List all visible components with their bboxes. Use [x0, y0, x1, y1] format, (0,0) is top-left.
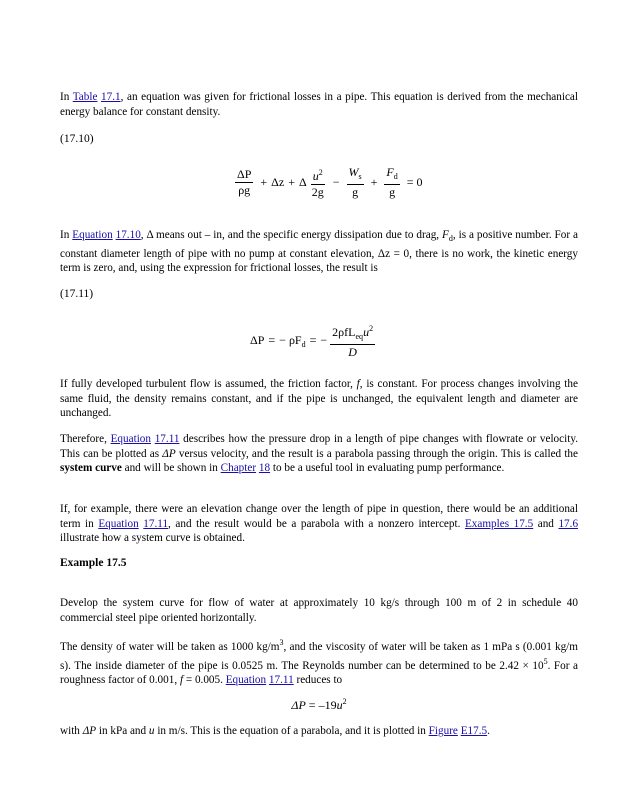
denominator: g [352, 185, 359, 199]
text: to be a useful tool in evaluating pump performance. [270, 462, 505, 475]
text: describes how the pressure drop in a length of pipe changes with flowrate or velocity. This can be plotted as [60, 433, 578, 460]
var-w: W [348, 165, 359, 179]
link-equation-17-10[interactable]: 17.10 [115, 229, 141, 241]
text: , is constant. For process changes involving the same fluid, the density remains constant, and if the pipe is unchanged, the equivalent length and diameter are unchanged. [60, 378, 578, 420]
text: and will be shown in [121, 462, 221, 475]
superscript: 2 [369, 324, 374, 333]
equation-17-11 [250, 322, 378, 359]
denominator: ρg [238, 183, 251, 197]
term-dp: ΔP [250, 333, 265, 347]
link-equation-17-11[interactable]: 17.11 [268, 674, 294, 687]
subscript: eq [355, 332, 364, 341]
term-dz: Δz [271, 175, 285, 189]
equation-17-10 [232, 166, 427, 199]
var-f: f [179, 674, 184, 687]
text: in kPa and [96, 725, 149, 737]
denominator: 2g [311, 185, 324, 199]
text: in m/s. This is the equation of a parabola, and it is plotted in [154, 725, 429, 737]
link-figure[interactable]: Figure [428, 725, 458, 737]
text: versus velocity, and the result is a parabola passing through the origin. This is called the [175, 447, 578, 460]
var-u: u [336, 698, 343, 712]
denominator [346, 345, 359, 359]
text: 2ρfL [332, 325, 356, 339]
term-system-curve: system curve [60, 462, 122, 475]
link-example-17-6[interactable]: 17.6 [558, 517, 579, 530]
var-dp: ΔP [162, 447, 176, 460]
operator: = [309, 333, 317, 347]
text: , is a positive number. For a constant diameter length of pipe with no pump at constant elevation, Δz = 0, there is no work, the kinetic energy term is zero, and, using the expression for frictional losses, the result is [60, 229, 578, 275]
delta-symbol: Δ [299, 175, 307, 189]
link-equation-17-11[interactable]: 17.11 [143, 517, 169, 530]
link-table[interactable]: Table [72, 91, 98, 103]
fraction-u2-2g [310, 166, 326, 199]
var-f: f [356, 378, 360, 390]
term-rho-fd [279, 333, 305, 349]
text: In [60, 229, 73, 241]
text: , Δ means out – in, and the specific energy dissipation due to drag, [140, 229, 443, 241]
var-f: F [386, 165, 394, 179]
turbulent-flow-paragraph [60, 377, 578, 421]
link-table-17-1[interactable]: 17.1 [101, 91, 121, 103]
superscript: 5 [543, 656, 548, 666]
text: and [533, 517, 559, 530]
text: illustrate how a system curve is obtained. [60, 532, 245, 545]
equation-number-17-11: (17.11) [60, 288, 94, 300]
link-equation[interactable]: Equation [110, 433, 151, 445]
numerator: ΔP [237, 167, 252, 181]
text: , and the viscosity of water will be taken as 1 mPa s (0.001 kg/m s). The inside diameter of the pipe is 0.0525 m. The Reynolds number can be determined to be 2.42 × 10 [60, 641, 578, 672]
numerator [384, 166, 399, 185]
text: If, for example, there were an elevation change over the length of pipe in question, there would be an additional term in [60, 503, 578, 530]
delta-explanation-paragraph [60, 228, 578, 276]
denominator: g [389, 185, 396, 199]
operator: − [320, 333, 328, 347]
operator: = [268, 333, 276, 347]
superscript: 2 [318, 168, 323, 177]
intro-paragraph [60, 90, 578, 119]
subscript: d [393, 172, 398, 181]
link-equation[interactable]: Equation [98, 517, 139, 530]
operator: − [332, 175, 340, 189]
text: = –19 [305, 698, 337, 712]
superscript: 2 [342, 697, 347, 706]
link-examples-17-5[interactable]: Examples 17.5 [464, 517, 534, 530]
link-equation[interactable]: Equation [225, 674, 267, 687]
numerator [330, 322, 375, 345]
link-figure-e17-5[interactable]: E17.5 [460, 725, 488, 737]
var-dp: ΔP [291, 698, 306, 712]
text: Therefore, [60, 433, 111, 445]
operator: + [288, 175, 295, 189]
link-chapter-18[interactable]: 18 [258, 462, 271, 475]
subscript: d [301, 339, 306, 349]
subscript: d [448, 234, 453, 243]
text: . For a roughness factor of 0.001, [60, 659, 578, 687]
parabola-paragraph [60, 724, 578, 739]
text: , and the result would be a parabola with a nonzero intercept. [168, 517, 465, 530]
example-heading: Example 17.5 [60, 557, 127, 569]
var-u: u [148, 725, 155, 737]
operator: + [260, 175, 268, 189]
text: The density of water will be taken as 1000 kg/m [60, 641, 280, 653]
var-f: F [442, 229, 449, 241]
text: − ρF [279, 332, 302, 347]
text: If fully developed turbulent flow is assumed, the friction factor, [60, 378, 357, 390]
var-d: D [348, 345, 357, 359]
var-u: u [312, 169, 319, 183]
elevation-paragraph [60, 502, 578, 546]
link-equation[interactable]: Equation [72, 229, 113, 241]
fraction-ws-g [347, 166, 364, 199]
link-chapter[interactable]: Chapter [220, 462, 257, 475]
var-u: u [363, 325, 370, 339]
equals-zero: = 0 [406, 175, 423, 189]
numerator [311, 166, 325, 185]
fraction-dp-rhog [235, 168, 253, 197]
superscript: 3 [279, 638, 284, 647]
numerator [347, 166, 364, 185]
equation-number-17-10: (17.10) [60, 133, 94, 145]
text: = 0.005. [183, 674, 226, 687]
text: In [60, 91, 73, 103]
fraction-friction-loss [330, 322, 375, 359]
text: with [60, 725, 83, 737]
operator: + [370, 175, 378, 189]
solution-paragraph [60, 636, 578, 688]
system-curve-equation [60, 697, 578, 713]
subscript: s [358, 172, 362, 181]
text: reduces to [293, 674, 343, 687]
text: . [487, 725, 490, 737]
example-problem-paragraph: Develop the system curve for flow of water at approximately 10 kg/s through 100 m of 2 in schedule 40 commercial steel pipe oriented horizontally. [60, 597, 578, 624]
var-dp: ΔP [82, 725, 97, 737]
fraction-fd-g [384, 166, 399, 199]
link-equation-17-11[interactable]: 17.11 [154, 433, 180, 445]
system-curve-paragraph [60, 432, 578, 476]
text: , an equation was given for frictional losses in a pipe. This equation is derived from the mechanical energy balance for constant density. [60, 91, 578, 118]
